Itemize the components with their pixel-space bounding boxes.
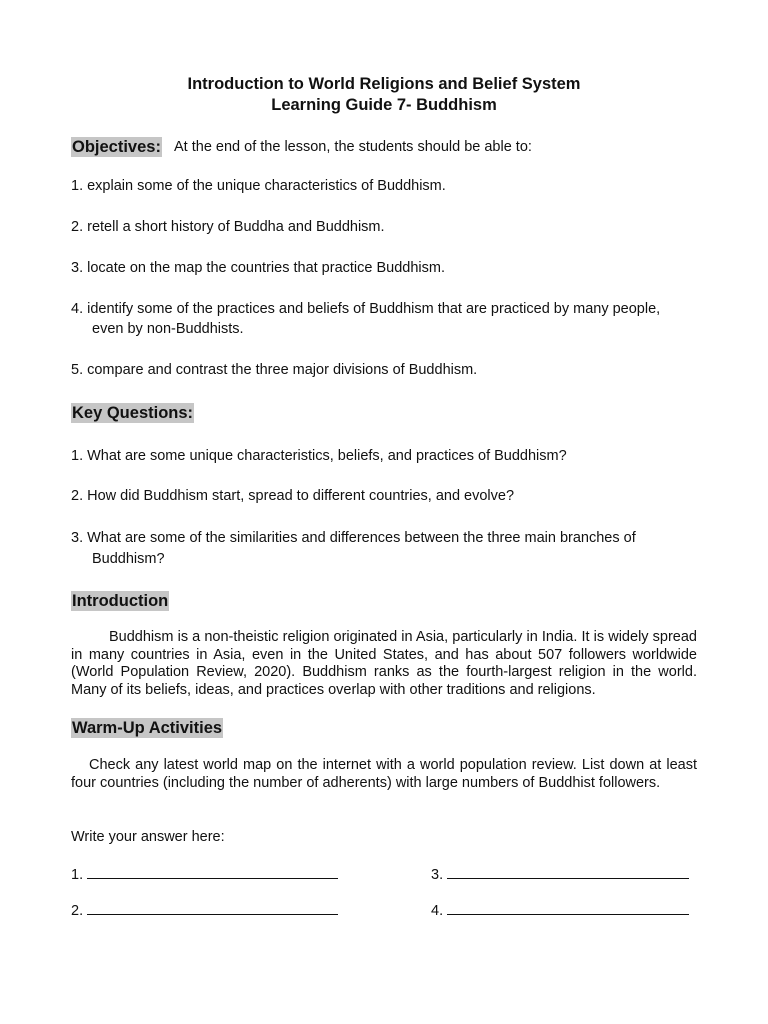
objective-item: 5. compare and contrast the three major divisions of Buddhism. [71, 362, 478, 378]
answer-line-2[interactable] [71, 900, 338, 920]
key-question-item-continuation: Buddhism? [92, 551, 165, 567]
answer-blank[interactable] [447, 864, 689, 879]
answer-blank[interactable] [87, 900, 338, 915]
introduction-paragraph: Buddhism is a non-theistic religion originated in Asia, particularly in India. It is widely spread in many countries in Asia, even in the United States, and has about 507 followers worldwide (World Population Review, 2020). Buddhism ranks as the fourth-largest religion in the world. Many of its beliefs, ideas, and practices overlap with other traditions and religions. [71, 629, 697, 698]
objective-item: 3. locate on the map the countries that practice Buddhism. [71, 260, 445, 276]
answer-number: 4. [431, 903, 444, 919]
answer-line-3[interactable] [431, 864, 689, 884]
objectives-heading: Objectives: [72, 138, 161, 156]
key-question-item: 1. What are some unique characteristics, beliefs, and practices of Buddhism? [71, 448, 567, 464]
objective-item-continuation: even by non-Buddhists. [92, 321, 244, 337]
answer-number: 3. [431, 867, 444, 883]
document-subtitle: Learning Guide 7- Buddhism [271, 96, 497, 114]
objective-item: 2. retell a short history of Buddha and Buddhism. [71, 219, 385, 235]
answer-line-1[interactable] [71, 864, 338, 884]
answer-number: 1. [71, 867, 84, 883]
objective-item: 4. identify some of the practices and beliefs of Buddhism that are practiced by many people, [71, 301, 661, 317]
objectives-intro: At the end of the lesson, the students should be able to: [174, 139, 532, 155]
warmup-heading: Warm-Up Activities [72, 719, 223, 737]
answer-number: 2. [71, 903, 84, 919]
answer-prompt: Write your answer here: [71, 829, 225, 845]
document-title: Introduction to World Religions and Belief System [187, 75, 581, 93]
objective-item: 1. explain some of the unique characteristics of Buddhism. [71, 178, 446, 194]
introduction-heading: Introduction [72, 592, 169, 610]
answer-line-4[interactable] [431, 900, 689, 920]
key-question-item: 3. What are some of the similarities and differences between the three main branches of [71, 530, 636, 546]
key-question-item: 2. How did Buddhism start, spread to different countries, and evolve? [71, 488, 515, 504]
answer-blank[interactable] [87, 864, 338, 879]
key-questions-heading: Key Questions: [72, 404, 194, 422]
warmup-paragraph: Check any latest world map on the internet with a world population review. List down at least four countries (including the number of adherents) with large numbers of Buddhist followers. [71, 757, 697, 791]
answer-blank[interactable] [447, 900, 689, 915]
